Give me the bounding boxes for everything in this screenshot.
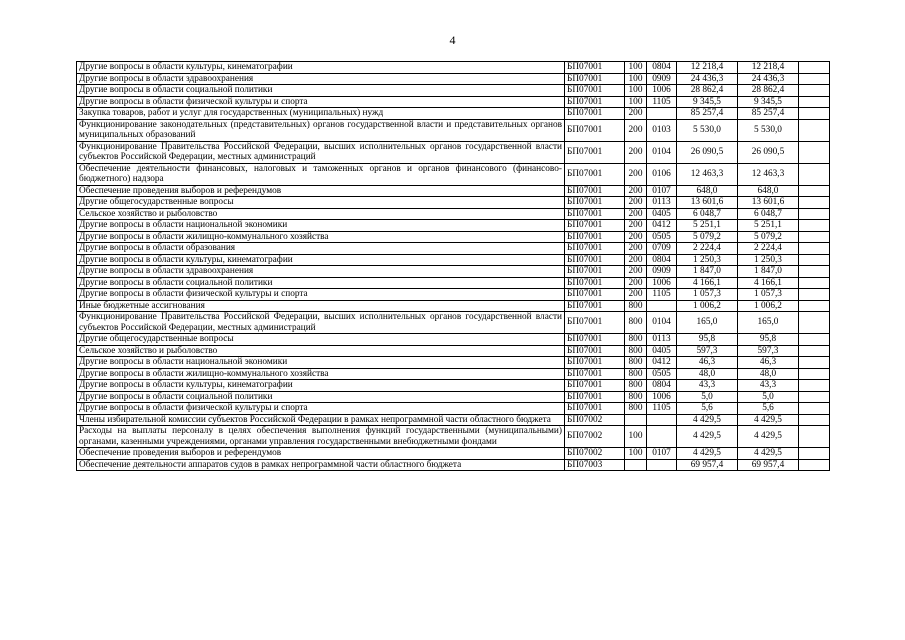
table-row [77, 448, 830, 460]
row-amount-approved: 5 079,2 [738, 231, 799, 243]
row-amount-approved: 28 862,4 [738, 85, 799, 97]
row-section-code: 0113 [647, 197, 677, 209]
row-amount: 6 048,7 [677, 208, 738, 220]
row-amount: 12 463,3 [677, 163, 738, 185]
table-row [77, 289, 830, 301]
row-code: БП07002 [565, 414, 625, 426]
row-code: БП07001 [565, 266, 625, 278]
row-section-code [647, 426, 677, 448]
row-name: Другие вопросы в области физической культуры и спорта [77, 96, 565, 108]
row-empty-cell [799, 254, 830, 266]
table-row [77, 208, 830, 220]
row-code: БП07001 [565, 243, 625, 255]
row-name: Члены избирательной комиссии субъектов Российской Федерации в рамках непрограммной части областного бюджета [77, 414, 565, 426]
table-row [77, 414, 830, 426]
row-code: БП07001 [565, 391, 625, 403]
row-amount: 24 436,3 [677, 73, 738, 85]
row-code: БП07001 [565, 380, 625, 392]
row-expense-type [625, 414, 647, 426]
table-row [77, 312, 830, 334]
row-section-code: 0107 [647, 448, 677, 460]
row-expense-type: 100 [625, 426, 647, 448]
row-name: Обеспечение деятельности финансовых, налоговых и таможенных органов и органов финансового (финансово-бюджетного) надзора [77, 163, 565, 185]
row-section-code: 0106 [647, 163, 677, 185]
row-code: БП07001 [565, 73, 625, 85]
table-row [77, 220, 830, 232]
row-empty-cell [799, 403, 830, 415]
row-expense-type: 100 [625, 96, 647, 108]
row-name: Другие вопросы в области национальной экономики [77, 357, 565, 369]
table-row [77, 380, 830, 392]
row-section-code [647, 414, 677, 426]
row-name: Другие вопросы в области жилищно-коммунального хозяйства [77, 368, 565, 380]
row-name: Другие вопросы в области физической культуры и спорта [77, 289, 565, 301]
row-empty-cell [799, 108, 830, 120]
row-amount-approved: 9 345,5 [738, 96, 799, 108]
row-empty-cell [799, 62, 830, 74]
row-amount: 5 079,2 [677, 231, 738, 243]
row-empty-cell [799, 141, 830, 163]
row-code: БП07001 [565, 357, 625, 369]
row-amount: 648,0 [677, 185, 738, 197]
row-amount-approved: 4 166,1 [738, 277, 799, 289]
row-amount: 9 345,5 [677, 96, 738, 108]
row-amount-approved: 12 218,4 [738, 62, 799, 74]
row-amount-approved: 5,6 [738, 403, 799, 415]
row-empty-cell [799, 414, 830, 426]
row-section-code: 0709 [647, 243, 677, 255]
row-code: БП07001 [565, 220, 625, 232]
row-amount: 5,0 [677, 391, 738, 403]
row-amount: 4 429,5 [677, 426, 738, 448]
table-row [77, 459, 830, 471]
row-code: БП07001 [565, 163, 625, 185]
row-code: БП07001 [565, 231, 625, 243]
row-expense-type: 200 [625, 220, 647, 232]
row-expense-type: 200 [625, 119, 647, 141]
row-empty-cell [799, 300, 830, 312]
row-expense-type: 200 [625, 231, 647, 243]
row-empty-cell [799, 334, 830, 346]
table-row [77, 197, 830, 209]
row-expense-type: 100 [625, 62, 647, 74]
row-section-code: 0909 [647, 73, 677, 85]
row-amount: 69 957,4 [677, 459, 738, 471]
row-expense-type: 200 [625, 185, 647, 197]
row-section-code: 1006 [647, 85, 677, 97]
row-amount-approved: 5 251,1 [738, 220, 799, 232]
row-amount-approved: 165,0 [738, 312, 799, 334]
row-name: Другие вопросы в области физической культуры и спорта [77, 403, 565, 415]
row-amount-approved: 5 530,0 [738, 119, 799, 141]
row-amount: 28 862,4 [677, 85, 738, 97]
table-row [77, 141, 830, 163]
row-empty-cell [799, 185, 830, 197]
row-expense-type: 800 [625, 380, 647, 392]
row-code: БП07001 [565, 277, 625, 289]
row-amount-approved: 95,8 [738, 334, 799, 346]
row-amount: 1 057,3 [677, 289, 738, 301]
table-row [77, 119, 830, 141]
row-amount: 95,8 [677, 334, 738, 346]
row-amount-approved: 597,3 [738, 345, 799, 357]
row-amount: 26 090,5 [677, 141, 738, 163]
table-row [77, 403, 830, 415]
row-code: БП07001 [565, 254, 625, 266]
row-section-code: 0804 [647, 62, 677, 74]
table-row [77, 368, 830, 380]
row-section-code: 0909 [647, 266, 677, 278]
row-amount: 1 006,2 [677, 300, 738, 312]
row-code: БП07001 [565, 119, 625, 141]
row-code: БП07001 [565, 300, 625, 312]
row-code: БП07002 [565, 426, 625, 448]
row-name: Обеспечение деятельности аппаратов судов в рамках непрограммной части областного бюджета [77, 459, 565, 471]
table-row [77, 62, 830, 74]
table-row [77, 185, 830, 197]
table-row [77, 300, 830, 312]
row-code: БП07001 [565, 85, 625, 97]
row-name: Иные бюджетные ассигнования [77, 300, 565, 312]
row-empty-cell [799, 197, 830, 209]
row-name: Другие вопросы в области национальной экономики [77, 220, 565, 232]
row-empty-cell [799, 448, 830, 460]
row-amount: 1 250,3 [677, 254, 738, 266]
row-name: Другие вопросы в области здравоохранения [77, 73, 565, 85]
row-expense-type: 200 [625, 266, 647, 278]
row-expense-type: 800 [625, 391, 647, 403]
row-code: БП07001 [565, 108, 625, 120]
row-amount: 48,0 [677, 368, 738, 380]
budget-table [76, 61, 830, 471]
row-code: БП07001 [565, 141, 625, 163]
row-expense-type: 100 [625, 85, 647, 97]
row-expense-type: 800 [625, 368, 647, 380]
row-section-code: 0412 [647, 220, 677, 232]
row-name: Сельское хозяйство и рыболовство [77, 208, 565, 220]
row-amount-approved: 13 601,6 [738, 197, 799, 209]
row-expense-type: 200 [625, 254, 647, 266]
row-section-code: 0405 [647, 345, 677, 357]
table-row [77, 96, 830, 108]
row-empty-cell [799, 220, 830, 232]
row-empty-cell [799, 459, 830, 471]
row-expense-type [625, 459, 647, 471]
row-amount-approved: 1 057,3 [738, 289, 799, 301]
row-amount-approved: 4 429,5 [738, 448, 799, 460]
row-name: Другие вопросы в области жилищно-коммунального хозяйства [77, 231, 565, 243]
row-empty-cell [799, 345, 830, 357]
row-amount-approved: 46,3 [738, 357, 799, 369]
row-amount: 5 251,1 [677, 220, 738, 232]
table-row [77, 334, 830, 346]
row-amount: 1 847,0 [677, 266, 738, 278]
row-code: БП07001 [565, 334, 625, 346]
row-expense-type: 800 [625, 312, 647, 334]
row-code: БП07001 [565, 62, 625, 74]
row-section-code: 1006 [647, 391, 677, 403]
page-number: 4 [449, 33, 456, 47]
row-name: Обеспечение проведения выборов и референдумов [77, 448, 565, 460]
row-amount-approved: 26 090,5 [738, 141, 799, 163]
row-amount: 2 224,4 [677, 243, 738, 255]
row-amount-approved: 4 429,5 [738, 426, 799, 448]
row-amount-approved: 12 463,3 [738, 163, 799, 185]
row-name: Другие вопросы в области культуры, кинематографии [77, 62, 565, 74]
row-expense-type: 800 [625, 300, 647, 312]
row-amount: 4 166,1 [677, 277, 738, 289]
row-expense-type: 200 [625, 289, 647, 301]
row-expense-type: 800 [625, 403, 647, 415]
row-amount-approved: 648,0 [738, 185, 799, 197]
row-empty-cell [799, 163, 830, 185]
row-empty-cell [799, 368, 830, 380]
row-expense-type: 200 [625, 277, 647, 289]
row-name: Другие вопросы в области культуры, кинематографии [77, 254, 565, 266]
row-code: БП07001 [565, 289, 625, 301]
row-empty-cell [799, 391, 830, 403]
table-row [77, 163, 830, 185]
row-expense-type: 800 [625, 345, 647, 357]
row-code: БП07001 [565, 197, 625, 209]
row-code: БП07001 [565, 96, 625, 108]
row-name: Другие вопросы в области образования [77, 243, 565, 255]
row-empty-cell [799, 208, 830, 220]
row-amount: 13 601,6 [677, 197, 738, 209]
table-row [77, 345, 830, 357]
table-row [77, 426, 830, 448]
row-amount-approved: 48,0 [738, 368, 799, 380]
table-row [77, 254, 830, 266]
row-section-code: 0505 [647, 231, 677, 243]
row-amount: 43,3 [677, 380, 738, 392]
row-section-code: 0104 [647, 141, 677, 163]
table-row [77, 243, 830, 255]
row-expense-type: 200 [625, 208, 647, 220]
row-name: Сельское хозяйство и рыболовство [77, 345, 565, 357]
row-empty-cell [799, 426, 830, 448]
table-row [77, 277, 830, 289]
row-amount-approved: 2 224,4 [738, 243, 799, 255]
row-name: Другие вопросы в области социальной политики [77, 85, 565, 97]
row-empty-cell [799, 231, 830, 243]
row-section-code: 1105 [647, 96, 677, 108]
row-expense-type: 800 [625, 357, 647, 369]
row-name: Другие вопросы в области культуры, кинематографии [77, 380, 565, 392]
row-name: Другие вопросы в области социальной политики [77, 391, 565, 403]
row-empty-cell [799, 85, 830, 97]
row-amount-approved: 69 957,4 [738, 459, 799, 471]
row-section-code: 0505 [647, 368, 677, 380]
table-row [77, 266, 830, 278]
row-expense-type: 200 [625, 243, 647, 255]
row-expense-type: 200 [625, 163, 647, 185]
row-amount: 4 429,5 [677, 448, 738, 460]
row-expense-type: 200 [625, 141, 647, 163]
row-amount: 12 218,4 [677, 62, 738, 74]
row-name: Другие общегосударственные вопросы [77, 334, 565, 346]
row-name: Функционирование законодательных (представительных) органов государственной власти и представительных органов муниципальных образований [77, 119, 565, 141]
table-row [77, 357, 830, 369]
table-row [77, 391, 830, 403]
table-row [77, 85, 830, 97]
row-expense-type: 100 [625, 448, 647, 460]
row-amount: 85 257,4 [677, 108, 738, 120]
row-section-code [647, 108, 677, 120]
row-section-code: 0804 [647, 254, 677, 266]
row-empty-cell [799, 73, 830, 85]
row-empty-cell [799, 380, 830, 392]
row-name: Расходы на выплаты персоналу в целях обеспечения выполнения функций государственными (муниципальными) органами, казенными учреждениями, органами управления государственными внебюджетными фондами [77, 426, 565, 448]
row-code: БП07001 [565, 312, 625, 334]
row-code: БП07001 [565, 185, 625, 197]
row-section-code: 1105 [647, 289, 677, 301]
row-amount-approved: 5,0 [738, 391, 799, 403]
row-section-code: 0103 [647, 119, 677, 141]
row-amount-approved: 43,3 [738, 380, 799, 392]
row-amount-approved: 1 006,2 [738, 300, 799, 312]
row-name: Другие вопросы в области социальной политики [77, 277, 565, 289]
row-amount: 4 429,5 [677, 414, 738, 426]
row-empty-cell [799, 312, 830, 334]
row-code: БП07001 [565, 345, 625, 357]
row-expense-type: 200 [625, 197, 647, 209]
table-row [77, 108, 830, 120]
row-amount-approved: 1 847,0 [738, 266, 799, 278]
row-section-code: 0107 [647, 185, 677, 197]
row-code: БП07002 [565, 448, 625, 460]
row-section-code: 0804 [647, 380, 677, 392]
row-amount: 5,6 [677, 403, 738, 415]
row-section-code: 0405 [647, 208, 677, 220]
row-section-code: 1006 [647, 277, 677, 289]
row-amount-approved: 24 436,3 [738, 73, 799, 85]
row-code: БП07003 [565, 459, 625, 471]
row-amount: 165,0 [677, 312, 738, 334]
row-empty-cell [799, 266, 830, 278]
row-code: БП07001 [565, 208, 625, 220]
table-row [77, 231, 830, 243]
row-empty-cell [799, 277, 830, 289]
row-expense-type: 800 [625, 334, 647, 346]
row-amount: 46,3 [677, 357, 738, 369]
row-amount: 5 530,0 [677, 119, 738, 141]
row-empty-cell [799, 289, 830, 301]
row-name: Другие вопросы в области здравоохранения [77, 266, 565, 278]
row-section-code: 0113 [647, 334, 677, 346]
row-empty-cell [799, 119, 830, 141]
row-amount-approved: 6 048,7 [738, 208, 799, 220]
row-name: Закупка товаров, работ и услуг для государственных (муниципальных) нужд [77, 108, 565, 120]
row-amount-approved: 1 250,3 [738, 254, 799, 266]
row-section-code [647, 459, 677, 471]
row-section-code [647, 300, 677, 312]
row-empty-cell [799, 96, 830, 108]
row-name: Функционирование Правительства Российской Федерации, высших исполнительных органов государственной власти субъектов Российской Федерации, местных администраций [77, 312, 565, 334]
row-section-code: 0412 [647, 357, 677, 369]
table-row [77, 73, 830, 85]
row-name: Обеспечение проведения выборов и референдумов [77, 185, 565, 197]
row-empty-cell [799, 243, 830, 255]
row-empty-cell [799, 357, 830, 369]
row-section-code: 0104 [647, 312, 677, 334]
row-code: БП07001 [565, 368, 625, 380]
row-section-code: 1105 [647, 403, 677, 415]
budget-table-body [77, 62, 830, 471]
row-amount-approved: 85 257,4 [738, 108, 799, 120]
row-expense-type: 100 [625, 73, 647, 85]
row-name: Другие общегосударственные вопросы [77, 197, 565, 209]
row-amount: 597,3 [677, 345, 738, 357]
row-expense-type: 200 [625, 108, 647, 120]
row-amount-approved: 4 429,5 [738, 414, 799, 426]
row-name: Функционирование Правительства Российской Федерации, высших исполнительных органов государственной власти субъектов Российской Федерации, местных администраций [77, 141, 565, 163]
row-code: БП07001 [565, 403, 625, 415]
